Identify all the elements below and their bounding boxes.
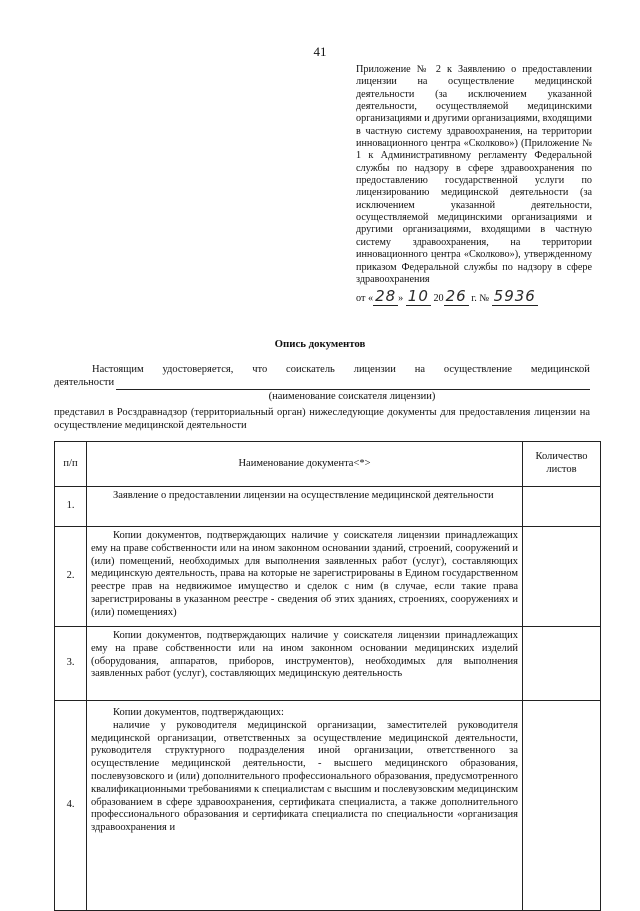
- applicant-name-field[interactable]: [116, 379, 590, 390]
- applicant-name-caption: (наименование соискателя лицензии): [268, 390, 436, 402]
- date-day: 28: [375, 287, 397, 306]
- order-date-line: [356, 287, 592, 306]
- row-text: Копии документов, подтверждающих наличие у соискателя лицензии принадлежащих ему на праве собственности или на ином законном основании медицинских изделий (оборудования, аппаратов, приборов, инструментов), необходимых для выполнения заявленных работ (услуг), составляющих медицинскую деятельность: [91, 630, 518, 680]
- date-num-prefix: г. №: [468, 293, 492, 305]
- row-sheet-count-cell[interactable]: [523, 487, 601, 527]
- intro-word: лицензии: [353, 364, 396, 375]
- row-number: 1.: [55, 487, 87, 527]
- table-row: [55, 527, 601, 627]
- row-text: Копии документов, подтверждающих:: [113, 707, 284, 718]
- table-header-row: [55, 442, 601, 487]
- documents-table: [54, 441, 601, 911]
- row-description: [87, 527, 523, 627]
- row-sheet-count-cell[interactable]: [523, 627, 601, 701]
- intro-word: медицинской: [530, 364, 590, 375]
- intro-line-1: [54, 364, 590, 377]
- intro-word: соискатель: [286, 364, 335, 375]
- appendix-text: Приложение № 2 к Заявлению о предоставлении лицензии на осуществление медицинской деятельности (за исключением указанной деятельности, осуществляемой медицинскими организациями и другими организациями, входящими в частную систему здравоохранения, на территории инновационного центра «Сколково») (Приложение № 1 к Административному регламенту Федеральной службы по надзору в сфере здравоохранения по предоставлению государственной услуги по лицензированию медицинской деятельности (за исключением указанной деятельности, осуществляемой медицинскими организациями и другими организациями, входящими в частную систему здравоохранения, на территории инновационного центра «Сколково»), утвержденному приказом Федеральной службы по надзору в сфере здравоохранения: [356, 64, 592, 285]
- date-month: 10: [407, 287, 429, 306]
- date-year-prefix: 20: [430, 293, 444, 305]
- appendix-note: [356, 64, 592, 306]
- intro-paragraph: представил в Росздравнадзор (территориальный орган) нижеследующие документы для предоставления лицензии на осуществление медицинской деятельности: [54, 407, 590, 432]
- intro-word: что: [252, 364, 268, 375]
- date-year: 26: [445, 287, 467, 306]
- table-row: [55, 487, 601, 527]
- row-number: 2.: [55, 527, 87, 627]
- intro-line-2-text: деятельности: [54, 376, 115, 388]
- intro-line-2: [54, 377, 590, 390]
- row-sheet-count-cell[interactable]: [523, 701, 601, 911]
- order-number: 5936: [493, 287, 536, 306]
- intro-word: удостоверяется,: [162, 364, 234, 375]
- date-mid: »: [398, 293, 406, 305]
- table-row: [55, 701, 601, 911]
- header-num: п/п: [55, 442, 87, 487]
- intro-block: [54, 364, 590, 433]
- intro-word: осуществление: [443, 364, 512, 375]
- intro-word: на: [414, 364, 425, 375]
- row-number: 4.: [55, 701, 87, 911]
- header-qty: Количество листов: [523, 442, 601, 487]
- header-name: Наименование документа<*>: [87, 442, 523, 487]
- intro-word: Настоящим: [92, 364, 144, 375]
- row-description: [87, 701, 523, 911]
- document-title: Опись документов: [274, 338, 366, 350]
- row-sheet-count-cell[interactable]: [523, 527, 601, 627]
- row-description: [87, 487, 523, 527]
- row-text: Копии документов, подтверждающих наличие у соискателя лицензии принадлежащих ему на праве собственности или на ином законном основании зданий, строений, сооружений и (или) помещений, необходимых для выполнения заявленных работ (услуг), составляющих медицинскую деятельность, права на которые не зарегистрированы в Едином государственном реестре прав на недвижимое имущество и сделок с ним (в случае, если такие права зарегистрированы в указанном реестре - сведения об этих зданиях, строениях, сооружениях и (или) помещениях): [91, 530, 518, 618]
- page-number: 41: [313, 44, 327, 59]
- date-prefix: от «: [356, 293, 374, 305]
- row-description: [87, 627, 523, 701]
- row-text-continued: наличие у руководителя медицинской организации, заместителей руководителя медицинской организации, ответственных за осуществление медицинской деятельности, руководителя структурного подразделения иной организации, ответственного за осуществление медицинской деятельности, - высшего медицинского образования, послевузовского и (или) дополнительного профессионального образования, предусмотренного квалификационными требованиями к специалистам с высшим и послевузовским медицинским образованием в сфере здравоохранения, сертификата специалиста, а также дополнительного профессионального образования и сертификата специалиста по специальности «организация здравоохранения и: [91, 719, 518, 834]
- row-number: 3.: [55, 627, 87, 701]
- row-text: Заявление о предоставлении лицензии на осуществление медицинской деятельности: [113, 490, 494, 501]
- table-row: [55, 627, 601, 701]
